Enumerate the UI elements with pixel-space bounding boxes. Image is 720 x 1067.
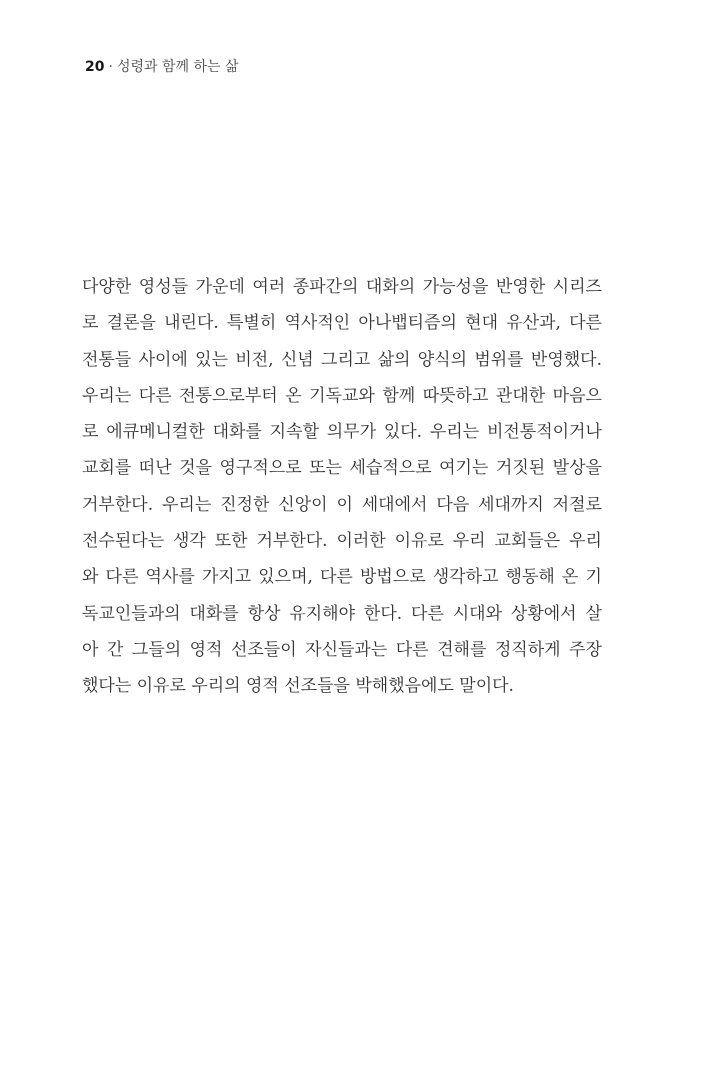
word: 로 (82, 422, 99, 443)
word: 가능성을 (422, 277, 489, 297)
word: 다른 (395, 639, 429, 660)
text-line (82, 559, 602, 595)
text-line (82, 632, 602, 668)
word: 유산과, (506, 313, 561, 334)
word: 그들의 (131, 639, 182, 660)
word: 생각 (173, 531, 206, 552)
word: 로 (82, 313, 99, 334)
word: 전수된다는 (82, 531, 165, 552)
text-line (82, 378, 602, 414)
word: 살 (585, 603, 602, 624)
word: 다른 (569, 313, 602, 334)
word: 선조들이 (230, 639, 297, 660)
word: 와 (82, 567, 99, 588)
word: 우리는 (429, 422, 480, 443)
word: 기독교와 (309, 385, 375, 406)
word: 반영했다. (530, 349, 602, 370)
word: 시대와 (452, 603, 503, 624)
page-number: 20 (85, 59, 105, 75)
text-line (82, 450, 602, 486)
word: 함께 (382, 385, 416, 406)
word: 방법으로 (359, 567, 426, 588)
word: 기 (585, 567, 602, 588)
word: 영구적으로 (219, 458, 302, 479)
word: 양식의 (417, 349, 468, 370)
word: 지속할 (269, 422, 319, 443)
word: 다음 (436, 494, 470, 515)
word: 영적 (189, 639, 223, 660)
word: 항상 (247, 603, 281, 624)
word: 또한 (214, 531, 248, 552)
book-title: 성령과 함께 하는 삶 (116, 59, 239, 75)
word: 신념 (280, 349, 314, 370)
word: 역사를 (145, 567, 195, 588)
word: 관대한 (495, 385, 546, 406)
text-line: 했다는 이유로 우리의 영적 선조들을 박해했음에도 말이다. (82, 676, 514, 697)
word: 정직하게 (494, 639, 561, 660)
word: 대화를 (189, 603, 239, 624)
word: 것을 (179, 458, 212, 479)
word: 있다. (383, 422, 423, 443)
word: 종파간의 (292, 277, 359, 297)
word: 비전, (235, 349, 274, 370)
word: 발상을 (552, 458, 602, 479)
text-line (82, 596, 602, 632)
word: 영성들 (138, 277, 189, 297)
word: 역사적인 (284, 313, 351, 334)
text-line (82, 305, 602, 341)
word: 행동해 (505, 567, 555, 588)
word: 그리고 (321, 349, 371, 370)
text-line (82, 414, 602, 450)
word: 우리는 (82, 385, 132, 406)
text-line (82, 269, 602, 305)
header-separator: · (108, 59, 113, 75)
word: 삶의 (377, 349, 411, 370)
word: 거짓된 (495, 458, 546, 479)
word: 현대 (465, 313, 498, 334)
word: 세습적으로 (349, 458, 432, 479)
word: 시리즈 (552, 277, 602, 297)
word: 우리 (569, 531, 602, 552)
word: 세대에서 (361, 494, 428, 515)
word: 전통으로부터 (179, 385, 278, 406)
word: 의무가 (326, 422, 377, 443)
word: 우리 (452, 531, 486, 552)
word: 주장 (569, 639, 602, 660)
word: 간 (106, 639, 124, 660)
word: 우리는 (161, 494, 212, 515)
word: 반영한 (495, 277, 546, 297)
word: 거부한다. (82, 494, 154, 515)
word: 비전통적이거나 (486, 422, 602, 443)
word: 있으며, (258, 567, 313, 588)
word: 범위를 (474, 349, 524, 370)
text-line (82, 487, 602, 523)
word: 전통들 (82, 349, 132, 370)
word: 에큐메니컬한 (106, 422, 205, 443)
word: 떠난 (138, 458, 172, 479)
word: 이 (336, 494, 353, 515)
word: 내린다. (164, 313, 219, 334)
word: 교회를 (82, 458, 132, 479)
word: 저절로 (552, 494, 602, 515)
word: 또는 (309, 458, 342, 479)
word: 아나뱁티즘의 (358, 313, 457, 334)
word: 자신들과는 (305, 639, 388, 660)
word: 상황에서 (510, 603, 577, 624)
text-line (82, 342, 602, 378)
word: 다른 (411, 603, 444, 624)
body-paragraph (82, 269, 602, 705)
word: 이러한 (336, 531, 386, 552)
word: 다른 (138, 385, 172, 406)
word: 다른 (320, 567, 353, 588)
word: 여기는 (439, 458, 489, 479)
word: 유지해야 (289, 603, 356, 624)
word: 마음으 (552, 385, 602, 406)
word: 한다. (363, 603, 403, 624)
word: 가운데 (195, 277, 245, 297)
word: 있는 (195, 349, 229, 370)
word: 대화를 (212, 422, 262, 443)
word: 아 (82, 639, 99, 660)
word: 세대까지 (478, 494, 544, 515)
word: 견해를 (437, 639, 487, 660)
word: 가지고 (201, 567, 252, 588)
word: 이유로 (394, 531, 444, 552)
running-header (85, 58, 238, 76)
text-line (82, 523, 602, 559)
word: 대화의 (365, 277, 416, 297)
word: 교회들은 (494, 531, 561, 552)
word: 온 (285, 385, 302, 406)
word: 결론을 (106, 313, 156, 334)
word: 다른 (105, 567, 139, 588)
word: 여러 (252, 277, 286, 297)
word: 온 (561, 567, 579, 588)
word: 생각하고 (432, 567, 499, 588)
word: 다양한 (82, 277, 132, 297)
word: 특별히 (227, 313, 277, 334)
word: 사이에 (138, 349, 188, 370)
word: 신앙이 (278, 494, 328, 515)
word: 거부한다. (256, 531, 328, 552)
word: 독교인들과의 (82, 603, 181, 624)
word: 따뜻하고 (422, 385, 489, 406)
word: 진정한 (220, 494, 270, 515)
